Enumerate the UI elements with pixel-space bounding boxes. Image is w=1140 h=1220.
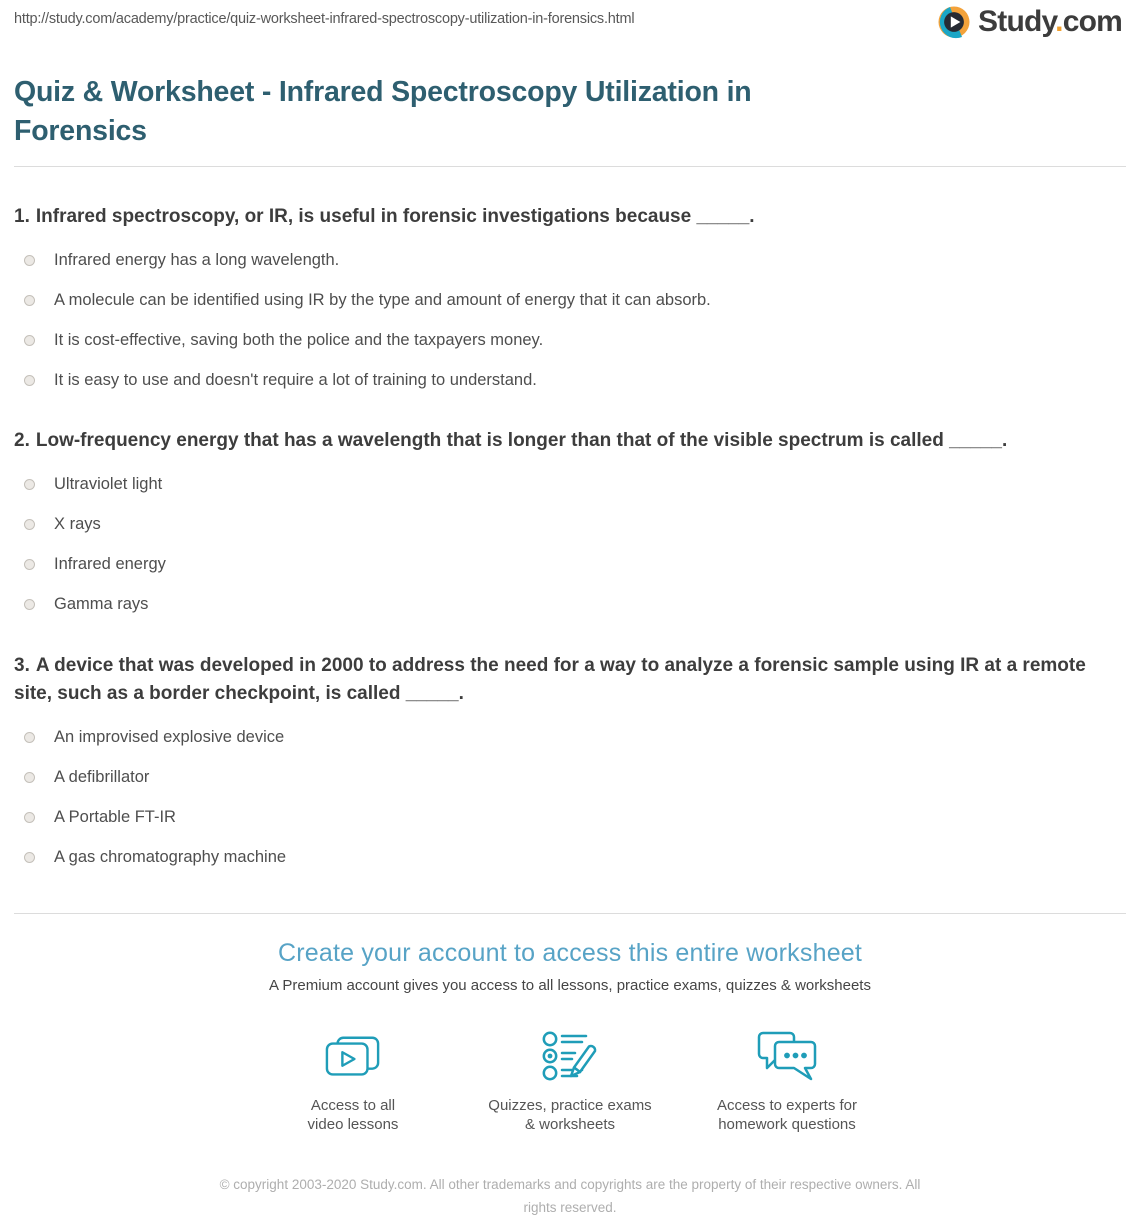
studycom-logo[interactable] xyxy=(936,4,1122,40)
option-label[interactable]: Infrared energy xyxy=(54,555,166,574)
option-row[interactable] xyxy=(14,727,1126,749)
option-label[interactable]: It is easy to use and doesn't require a lot of training to understand. xyxy=(54,370,537,389)
radio-button[interactable] xyxy=(24,295,35,306)
feature-quizzes-worksheets xyxy=(462,1027,679,1135)
option-row[interactable] xyxy=(14,554,1126,576)
page-url: http://study.com/academy/practice/quiz-worksheet-infrared-spectroscopy-utilization-in-forensics.html xyxy=(14,11,635,27)
logo-dot: . xyxy=(1055,5,1063,38)
video-lessons-icon xyxy=(325,1035,381,1083)
option-row[interactable] xyxy=(14,767,1126,789)
question-2-text: 2. Low-frequency energy that has a wavelength that is longer than that of the visible spectrum is called _____. xyxy=(14,430,1008,452)
question-3-options xyxy=(14,727,1126,869)
option-label[interactable]: Ultraviolet light xyxy=(54,475,163,494)
radio-button[interactable] xyxy=(24,732,35,743)
option-row[interactable] xyxy=(14,474,1126,496)
radio-button[interactable] xyxy=(24,375,35,386)
question-2 xyxy=(14,427,1126,616)
question-3 xyxy=(14,652,1126,869)
option-label[interactable]: A Portable FT-IR xyxy=(54,808,176,827)
copyright-footer: © copyright 2003-2020 Study.com. All other trademarks and copyrights are the property of their respective owners. All rights reserved. xyxy=(219,1176,921,1216)
feature-label: Quizzes, practice exams & worksheets xyxy=(488,1096,652,1134)
question-3-number: 3. xyxy=(14,654,30,676)
logo-study: Study xyxy=(978,5,1056,38)
radio-button[interactable] xyxy=(24,599,35,610)
experts-chat-icon xyxy=(756,1031,818,1083)
radio-button[interactable] xyxy=(24,479,35,490)
feature-label: Access to experts for homework questions xyxy=(716,1096,858,1134)
question-1-text: 1. Infrared spectroscopy, or IR, is useful in forensic investigations because _____. xyxy=(14,205,755,227)
option-row[interactable] xyxy=(14,847,1126,869)
option-label[interactable]: A defibrillator xyxy=(54,768,150,787)
page-header xyxy=(14,0,1126,58)
radio-button[interactable] xyxy=(24,255,35,266)
studycom-logo-text xyxy=(978,5,1122,39)
radio-button[interactable] xyxy=(24,335,35,346)
option-row[interactable] xyxy=(14,249,1126,271)
feature-experts-chat xyxy=(679,1027,896,1135)
option-row[interactable] xyxy=(14,369,1126,391)
question-3-text: 3. A device that was developed in 2000 to address the need for a way to analyze a forensic sample using IR at a remote site, such as a border checkpoint, is called _____. xyxy=(14,654,1086,705)
option-label[interactable]: An improvised explosive device xyxy=(54,728,285,747)
radio-button[interactable] xyxy=(24,772,35,783)
radio-button[interactable] xyxy=(24,519,35,530)
option-row[interactable] xyxy=(14,594,1126,616)
option-row[interactable] xyxy=(14,807,1126,829)
logo-com: com xyxy=(1062,5,1122,38)
radio-button[interactable] xyxy=(24,559,35,570)
title-divider xyxy=(14,166,1126,167)
question-1 xyxy=(14,203,1126,392)
studycom-play-icon xyxy=(936,4,972,40)
cta-divider xyxy=(14,913,1126,914)
cta-heading[interactable]: Create your account to access this entire worksheet xyxy=(277,938,863,967)
question-1-number: 1. xyxy=(14,205,30,227)
features-row xyxy=(14,1027,1126,1135)
cta-subheading: A Premium account gives you access to all lessons, practice exams, quizzes & worksheets xyxy=(269,976,871,994)
radio-button[interactable] xyxy=(24,812,35,823)
question-2-number: 2. xyxy=(14,430,30,452)
question-1-options xyxy=(14,249,1126,391)
option-label[interactable]: It is cost-effective, saving both the police and the taxpayers money. xyxy=(54,330,544,349)
feature-video-lessons xyxy=(245,1027,462,1135)
option-label[interactable]: Gamma rays xyxy=(54,595,149,614)
option-row[interactable] xyxy=(14,289,1126,311)
quizzes-worksheets-icon xyxy=(541,1031,599,1083)
feature-label: Access to all video lessons xyxy=(307,1096,399,1134)
radio-button[interactable] xyxy=(24,852,35,863)
option-label[interactable]: X rays xyxy=(54,515,101,534)
option-row[interactable] xyxy=(14,329,1126,351)
cta-section xyxy=(14,939,1126,1135)
question-2-options xyxy=(14,474,1126,616)
option-label[interactable]: A molecule can be identified using IR by the type and amount of energy that it can absorb. xyxy=(54,290,711,309)
option-row[interactable] xyxy=(14,514,1126,536)
option-label[interactable]: Infrared energy has a long wavelength. xyxy=(54,250,340,269)
option-label[interactable]: A gas chromatography machine xyxy=(54,848,287,867)
page-title: Quiz & Worksheet - Infrared Spectroscopy Utilization in Forensics xyxy=(14,76,752,148)
